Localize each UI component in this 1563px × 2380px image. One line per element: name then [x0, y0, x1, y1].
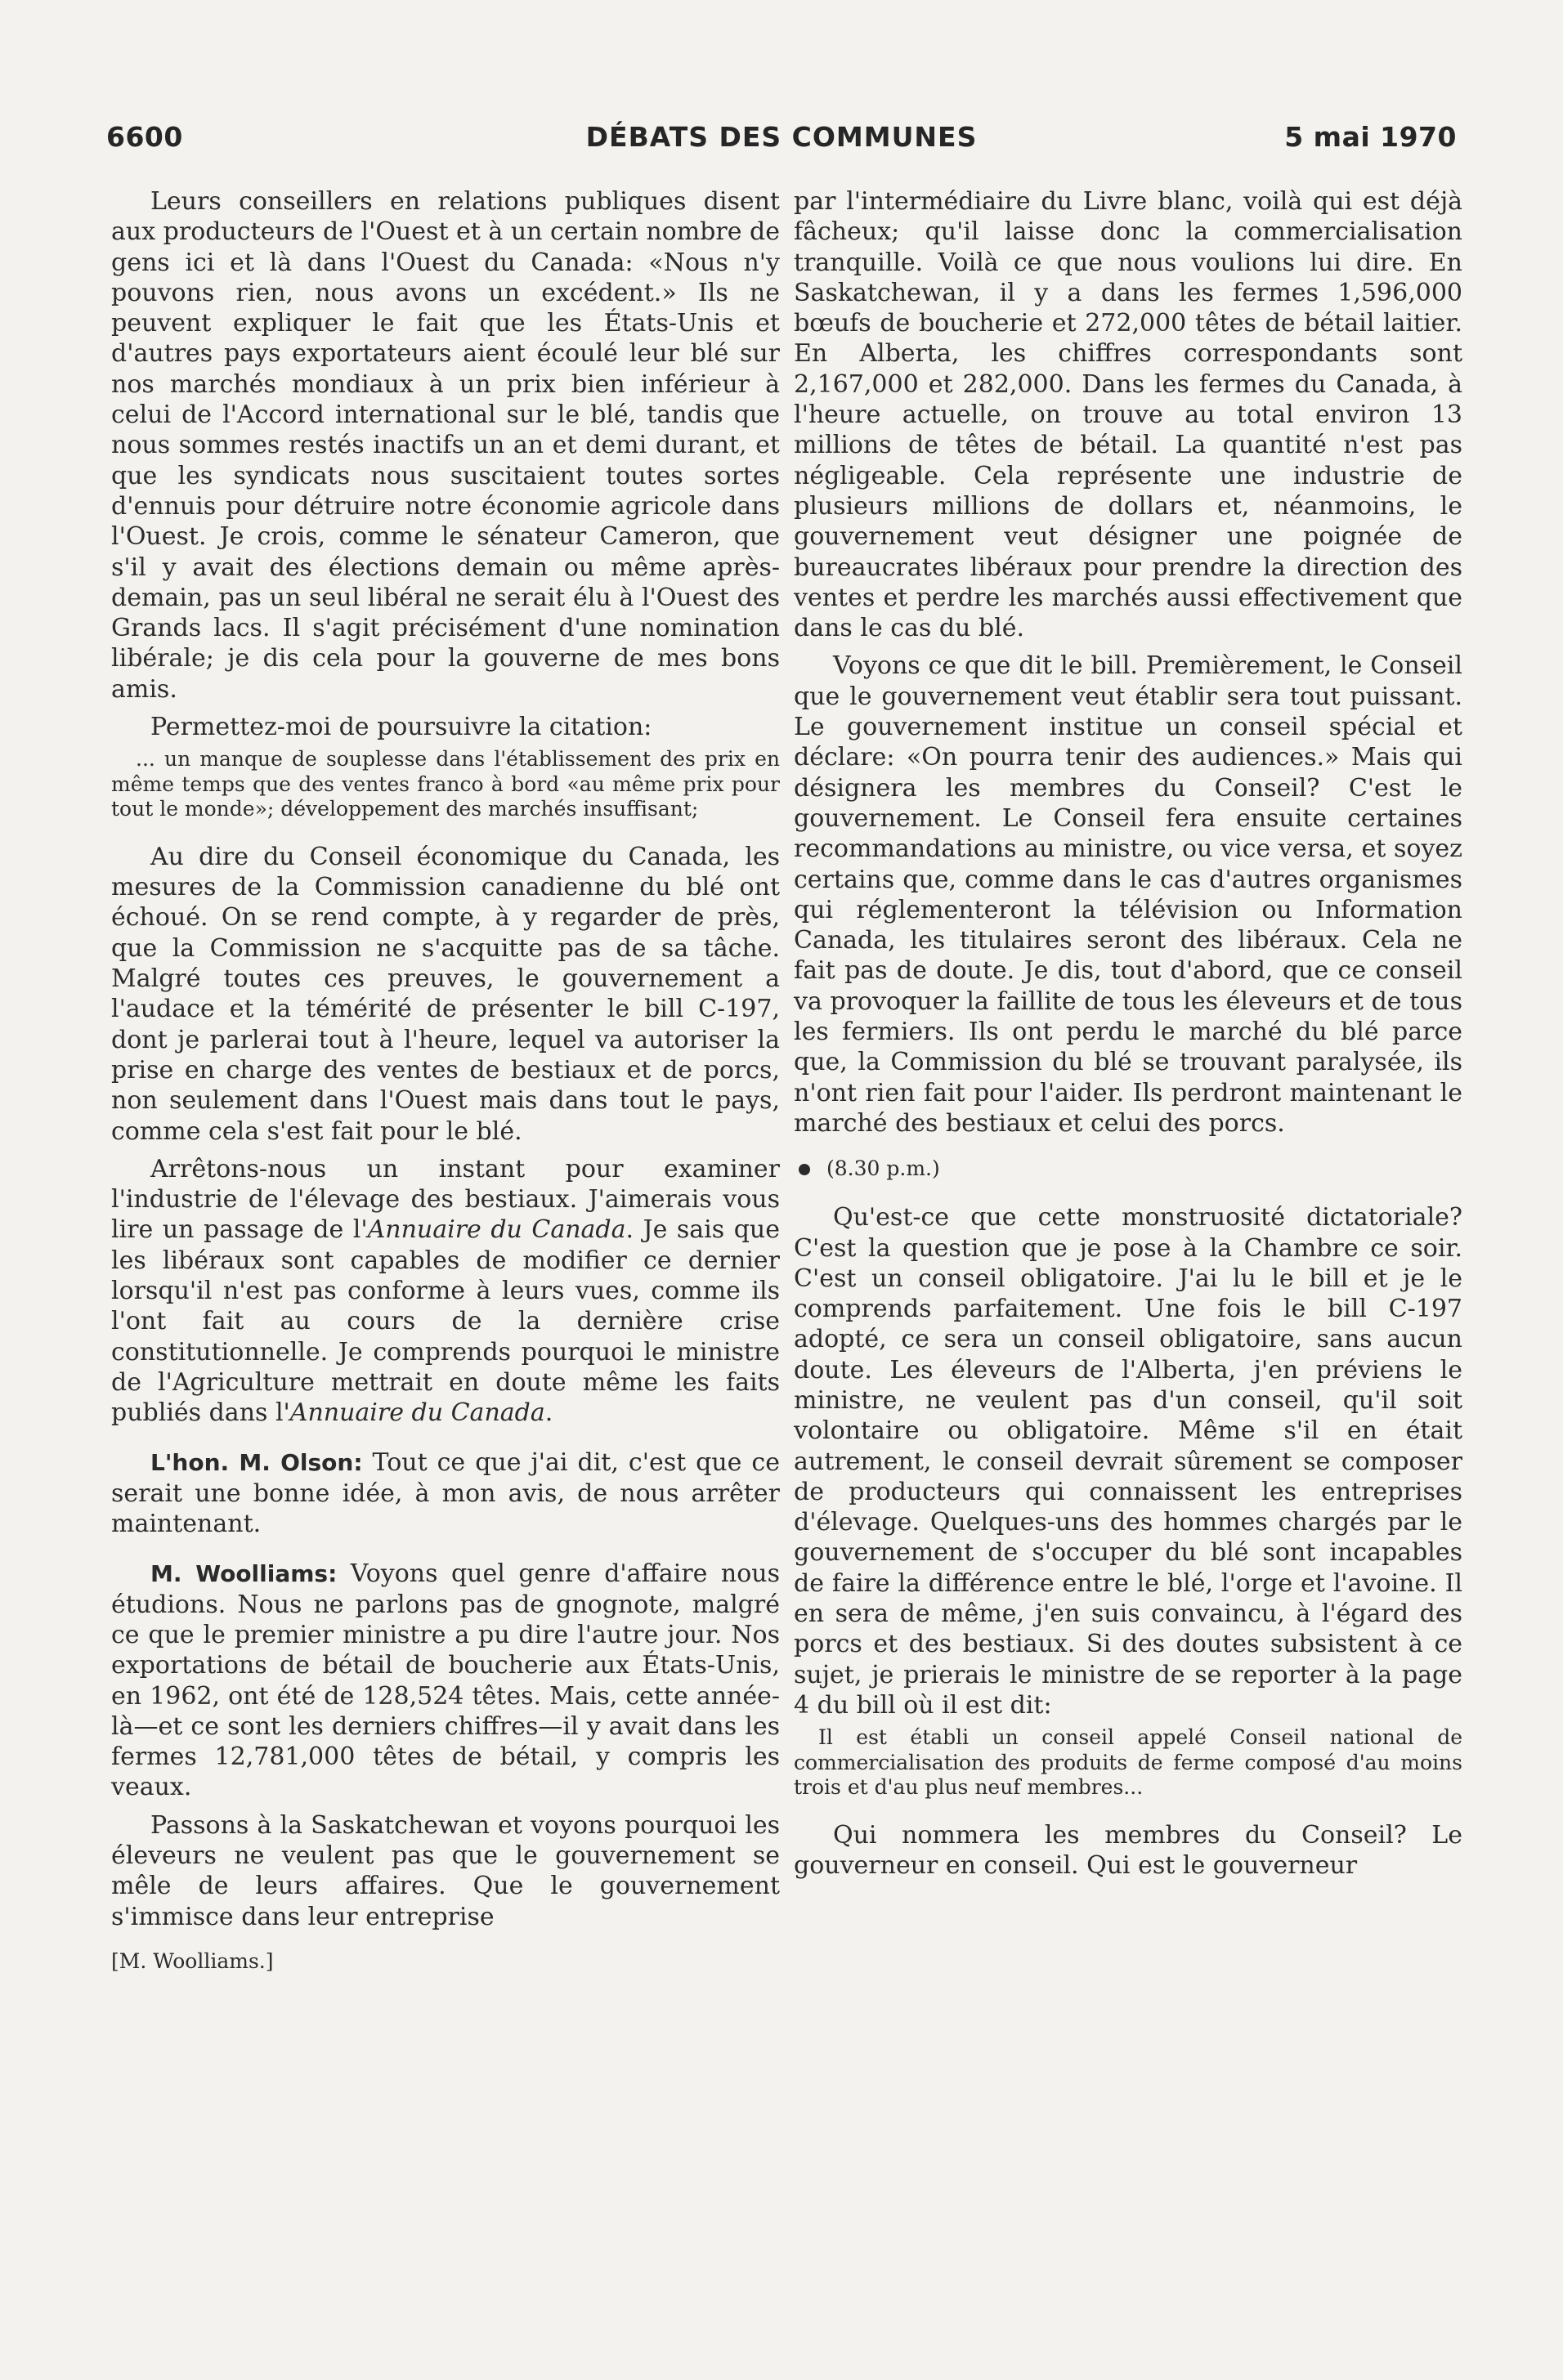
page-header [106, 121, 1457, 162]
speaker-name: M. Woolliams: [150, 1560, 338, 1588]
speaker-name: L'hon. M. Olson: [150, 1449, 363, 1477]
publication-title: DÉBATS DES COMMUNES [585, 121, 978, 153]
book-title: Annuaire du Canada [367, 1215, 626, 1245]
speech: M. Woolliams: Voyons quel genre d'affaire nous étudions. Nous ne parlons pas de gnognote, malgré ce que le premier ministre a pu dire l'autre jour. Nos exportations de bétail de boucherie aux États-Unis, en 1962, ont été de 128,524 têtes. Mais, cette année-là—et ce sont les derniers chiffres—il y avait dans les fermes 12,781,000 têtes de bétail, y compris les veaux. [111, 1559, 781, 1802]
speech: L'hon. M. Olson: Tout ce que j'ai dit, c'est que ce serait une bonne idée, à mon avis, de nous arrêter maintenant. [111, 1448, 780, 1539]
paragraph: Voyons ce que dit le bill. Premièrement, le Conseil que le gouvernement veut établir sera tout puissant. Le gouvernement institue un conseil spécial et déclare: «On pourra tenir des audiences.» Mais qui désignera les membres du Conseil? C'est le gouvernement. Le Conseil fera ensuite certaines recommandations au ministre, ou vice versa, et soyez certains que, comme dans le cas d'autres organismes qui réglementeront la télévision ou Information Canada, les titulaires seront des libéraux. Cela ne fait pas de doute. Je dis, tout d'abord, que ce conseil va provoquer la faillite de tous les éleveurs et de tous les fermiers. Ils ont perdu le marché du blé parce que, la Commission du blé se trouvant paralysée, ils n'ont rien fait pour l'aider. Ils perdront maintenant le marché des bestiaux et celui des porcs. [794, 651, 1462, 1138]
paragraph: Permettez-moi de poursuivre la citation: [150, 713, 652, 742]
book-title: Annuaire du Canada [289, 1398, 545, 1428]
speaker-footer: [M. Woolliams.] [111, 1948, 274, 1973]
time-stamp: (8.30 p.m.) [794, 1155, 1462, 1183]
paragraph: Au dire du Conseil économique du Canada, les mesures de la Commission canadienne du blé ont échoué. On se rend compte, à y regarder de près, que la Commission ne s'acquitte pas de sa tâche. Malgré toutes ces preuves, le gouvernement a l'audace et la témérité de présenter le bill C-197, dont je parlerai tout à l'heure, lequel va autoriser la prise en charge des ventes de bestiaux et de porcs, non seulement dans l'Ouest mais dans tout le pays, comme cela s'est fait pour le blé. [111, 842, 780, 1146]
page-number: 6600 [106, 121, 183, 153]
publication-date: 5 mai 1970 [1284, 121, 1457, 153]
paragraph: Passons à la Saskatchewan et voyons pourquoi les éleveurs ne veulent pas que le gouvernement se mêle de leurs affaires. Que le gouvernement s'immisce dans leur entreprise [111, 1810, 780, 1931]
paragraph: par l'intermédiaire du Livre blanc, voilà qui est déjà fâcheux; qu'il laisse donc la commercialisation tranquille. Voilà ce que nous voulions lui dire. En Saskatchewan, il y a dans les fermes 1,596,000 bœufs de boucherie et 272,000 têtes de bétail laitier. En Alberta, les chiffres correspondants sont 2,167,000 et 282,000. Dans les fermes du Canada, à l'heure actuelle, on trouve au total environ 13 millions de têtes de bétail. La quantité n'est pas négligeable. Cela représente une industrie de plusieurs millions de dollars et, néanmoins, le gouvernement veut désigner une poignée de bureaucrates libéraux pour prendre la direction des ventes et perdre les marchés aussi effectivement que dans le cas du blé. [794, 187, 1462, 643]
left-column [111, 186, 780, 1975]
paragraph: Arrêtons-nous un instant pour examiner l'industrie de l'élevage des bestiaux. J'aimerais vous lire un passage de l'Annuaire du Canada. Je sais que les libéraux sont capables de modifier ce dernier lorsqu'il n'est pas conforme à leurs vues, comme ils l'ont fait au cours de la dernière crise constitutionnelle. Je comprends pourquoi le ministre de l'Agriculture mettrait en doute même les faits publiés dans l'Annuaire du Canada. [111, 1154, 780, 1428]
bullet-icon [799, 1164, 810, 1175]
right-column [794, 186, 1462, 1881]
block-quote: ... un manque de souplesse dans l'établissement des prix en même temps que des ventes franco à bord «au même prix pour tout le monde»; développement des marchés insuffisant; [111, 747, 780, 821]
paragraph: Qu'est-ce que cette monstruosité dictatoriale? C'est la question que je pose à la Chambre ce soir. C'est un conseil obligatoire. J'ai lu le bill et je le comprends parfaitement. Une fois le bill C-197 adopté, ce sera un conseil obligatoire, sans aucun doute. Les éleveurs de l'Alberta, j'en préviens le ministre, ne veulent pas d'un conseil, qu'il soit volontaire ou obligatoire. Même s'il en était autrement, le conseil devrait sûrement se composer de producteurs qui connaissent les entreprises d'élevage. Quelques-uns des hommes chargés par le gouvernement de s'occuper du blé sont incapables de faire la différence entre le blé, l'orge et l'avoine. Il en sera de même, j'en suis convaincu, à l'égard des porcs et des bestiaux. Si des doutes subsistent à ce sujet, je prierais le ministre de se reporter à la page 4 du bill où il est dit: [794, 1203, 1462, 1720]
paragraph: Leurs conseillers en relations publiques disent aux producteurs de l'Ouest et à un certain nombre de gens ici et là dans l'Ouest du Canada: «Nous n'y pouvons rien, nous avons un excédent.» Ils ne peuvent expliquer le fait que les États-Unis et d'autres pays exportateurs aient écoulé leur blé sur nos marchés mondiaux à un prix bien inférieur à celui de l'Accord international sur le blé, tandis que nous sommes restés inactifs un an et demi durant, et que les syndicats nous suscitaient toutes sortes d'ennuis pour détruire notre économie agricole dans l'Ouest. Je crois, comme le sénateur Cameron, que s'il y avait des élections demain ou même après-demain, pas un seul libéral ne serait élu à l'Ouest des Grands lacs. Il s'agit précisément d'une nomination libérale; je dis cela pour la gouverne de mes bons amis. [111, 187, 780, 704]
block-quote: Il est établi un conseil appelé Conseil national de commercialisation des produits de ferme composé d'au moins trois et d'au plus neuf membres... [794, 1725, 1462, 1800]
paragraph: Qui nommera les membres du Conseil? Le gouverneur en conseil. Qui est le gouverneur [794, 1820, 1462, 1881]
